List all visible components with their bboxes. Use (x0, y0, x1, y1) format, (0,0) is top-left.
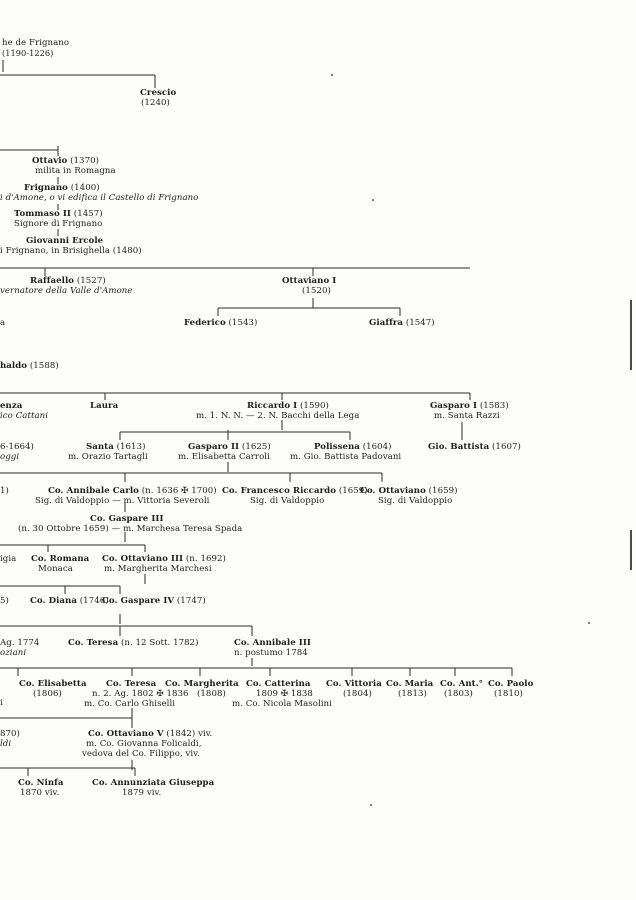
person-ottaviano-iii-date: (n. 1692) (185, 554, 226, 564)
left-fragment-i: i (0, 698, 3, 708)
person-gasparo-i-date: (1583) (479, 401, 509, 411)
person-teresa-1782-date: (n. 12 Sott. 1782) (120, 638, 199, 648)
person-polissena (314, 442, 392, 452)
person-polissena-name: Polissena (314, 442, 360, 452)
person-ottaviano (360, 486, 458, 496)
person-frignano-name: Frignano (24, 183, 68, 193)
person-teresa-note: m. Co. Carlo Ghiselli (84, 699, 176, 709)
person-annibale-carlo-date: (n. 1636 ✠ 1700) (141, 486, 217, 496)
scan-speck (372, 199, 374, 201)
person-ottaviano-i-date: (1520) (302, 286, 331, 296)
person-tommaso-note: Signore di Frignano (14, 219, 103, 229)
person-ubaldo-date: (1588) (29, 361, 59, 371)
person-ottavio-note: milita in Romagna (35, 166, 116, 176)
person-gasparo-i (430, 401, 509, 411)
person-polissena-note: m. Gio. Battista Padovani (290, 452, 402, 462)
person-lenza-note: ico Cattani (0, 411, 49, 421)
person-ottaviano-v (88, 729, 212, 739)
person-catterina-date: 1809 ✠ 1838 (256, 689, 313, 699)
person-ubaldo-name: haldo (0, 361, 28, 371)
person-raffaello (30, 276, 106, 286)
person-gasparo-i-name: Gasparo I (430, 401, 478, 411)
person-gasparo-ii-date: (1625) (241, 442, 271, 452)
person-teresa-date: n. 2. Ag. 1802 ✠ 1836 (92, 689, 189, 699)
person-ottavio-name: Ottavio (32, 156, 68, 166)
person-romana-note: Monaca (38, 564, 73, 574)
person-francesco-riccardo (222, 486, 368, 496)
person-riccardo-i-name: Riccardo I (247, 401, 298, 411)
person-gaspare-iv (102, 596, 206, 606)
person-gaspare-iv-name: Co. Gaspare IV (102, 596, 175, 606)
person-giaffra-name: Giaffra (369, 318, 404, 328)
person-ubaldo (0, 361, 59, 371)
person-annibale-carlo (48, 486, 217, 496)
person-santa (86, 442, 146, 452)
person-gasparo-i-note: m. Santa Razzi (434, 411, 500, 421)
person-ninfa: Co. Ninfa (18, 778, 64, 788)
left-fragment-ldi: ldi (0, 739, 12, 749)
person-catterina-note: m. Co. Nicola Masolini (232, 699, 332, 709)
person-crescio: Crescio (140, 88, 177, 98)
person-ottaviano-iii (102, 554, 226, 564)
person-ottaviano-v-note2: vedova del Co. Filippo, viv. (82, 749, 200, 759)
person-laura: Laura (90, 401, 119, 411)
person-elisabetta: Co. Elisabetta (19, 679, 87, 689)
left-fragment-ag-1774: Ag. 1774 (0, 638, 40, 648)
person-raffaello-name: Raffaello (30, 276, 75, 286)
person-riccardo-i-note: m. 1. N. N. — 2. N. Bacchi della Lega (196, 411, 360, 421)
person-annibale-carlo-name: Co. Annibale Carlo (48, 486, 139, 496)
person-paolo: Co. Paolo (488, 679, 534, 689)
person-ottaviano-v-name: Co. Ottaviano V (88, 729, 164, 739)
person-lenza: enza (0, 401, 23, 411)
person-maria-date: (1813) (398, 689, 427, 699)
person-gasparo-ii (188, 442, 271, 452)
person-raffaello-note: vernatore della Valle d'Amone (0, 286, 133, 296)
person-annibale-iii: Co. Annibale III (234, 638, 311, 648)
person-ottaviano-i: Ottaviano I (282, 276, 337, 286)
header-dates: (1190-1226) (2, 48, 54, 58)
left-fragment-1: 1) (0, 486, 9, 496)
person-raffaello-date: (1527) (76, 276, 106, 286)
person-ottaviano-iii-note: m. Margherita Marchesi (104, 564, 212, 574)
person-federico-name: Federico (184, 318, 226, 328)
person-romana: Co. Romana (31, 554, 90, 564)
person-crescio-date: (1240) (141, 98, 170, 108)
person-gaspare-iii-note: (n. 30 Ottobre 1659) — m. Marchesa Teresa Spada (18, 524, 243, 534)
person-gio-battista (428, 442, 521, 452)
scan-margin-mark-lower (630, 530, 632, 570)
person-gio-battista-date: (1607) (492, 442, 521, 452)
left-fragment-oggi: oggi (0, 452, 20, 462)
person-francesco-riccardo-date: (1659) (338, 486, 368, 496)
person-tommaso-date: (1457) (73, 209, 103, 219)
person-maria: Co. Maria (386, 679, 434, 689)
person-elisabetta-date: (1806) (33, 689, 62, 699)
person-frignano-note: i d'Amone, o vi edifica il Castello di Frignano (0, 193, 199, 203)
person-gaspare-iii: Co. Gaspare III (90, 514, 164, 524)
person-gaspare-iv-date: (1747) (176, 596, 206, 606)
person-vittoria: Co. Vittoria (326, 679, 382, 689)
person-teresa-1782 (68, 638, 199, 648)
scan-margin-mark (630, 300, 632, 370)
person-frignano (24, 183, 100, 193)
person-vittoria-date: (1804) (343, 689, 372, 699)
person-diana-name: Co. Diana (30, 596, 77, 606)
person-federico-date: (1543) (228, 318, 258, 328)
left-fragment-igia: igia (0, 554, 17, 564)
person-ottaviano-v-note1: m. Co. Giovanna Folicaldi, (86, 739, 202, 749)
person-tommaso-name: Tommaso II (14, 209, 71, 219)
person-ninfa-date: 1870 viv. (20, 788, 60, 798)
person-gasparo-ii-name: Gasparo II (188, 442, 240, 452)
person-giaffra-date: (1547) (405, 318, 435, 328)
person-riccardo-i (247, 401, 329, 411)
person-diana (30, 596, 109, 606)
person-annibale-carlo-note: Sig. di Valdoppio — m. Vittoria Severoli (35, 496, 210, 506)
person-teresa: Co. Teresa (106, 679, 157, 689)
person-francesco-riccardo-note: Sig. di Valdoppio (250, 496, 325, 506)
person-margherita: Co. Margherita (165, 679, 239, 689)
person-santa-date: (1613) (116, 442, 146, 452)
person-ottaviano-note: Sig. di Valdoppio (378, 496, 453, 506)
person-diana-date: (1746) (79, 596, 109, 606)
person-annunziata-date: 1879 viv. (122, 788, 162, 798)
scan-speck (331, 74, 333, 76)
person-frignano-date: (1400) (70, 183, 100, 193)
person-francesco-riccardo-name: Co. Francesco Riccardo (222, 486, 337, 496)
person-ottaviano-v-date: (1842) viv. (166, 729, 213, 739)
person-polissena-date: (1604) (362, 442, 392, 452)
person-paolo-date: (1810) (494, 689, 523, 699)
person-margherita-date: (1808) (197, 689, 226, 699)
person-antonio: Co. Ant.° (440, 679, 484, 689)
left-fragment-1664: 6-1664) (0, 442, 34, 452)
person-giaffra (369, 318, 435, 328)
scan-speck (588, 622, 590, 624)
left-fragment-870: 870) (0, 729, 20, 739)
left-fragment-5: 5) (0, 596, 9, 606)
person-riccardo-i-date: (1590) (300, 401, 329, 411)
person-gio-battista-name: Gio. Battista (428, 442, 490, 452)
header-title: he de Frignano (2, 38, 70, 48)
person-ottaviano-date: (1659) (428, 486, 458, 496)
person-giovanni-ercole: Giovanni Ercole (26, 236, 104, 246)
person-annibale-iii-note: n. postumo 1784 (234, 648, 308, 658)
person-santa-name: Santa (86, 442, 114, 452)
person-ottaviano-name: Co. Ottaviano (360, 486, 426, 496)
scan-speck (370, 804, 372, 806)
person-ottavio (32, 156, 99, 166)
person-annunziata-giuseppa: Co. Annunziata Giuseppa (92, 778, 215, 788)
left-fragment-oziani: oziani (0, 648, 27, 658)
person-antonio-date: (1803) (444, 689, 473, 699)
left-fragment-a: a (0, 318, 6, 328)
person-santa-note: m. Orazio Tartagli (68, 452, 148, 462)
person-ottavio-date: (1370) (70, 156, 100, 166)
person-catterina: Co. Catterina (246, 679, 311, 689)
person-giovanni-note: i Frignano, in Brisighella (1480) (0, 246, 142, 256)
person-federico (184, 318, 257, 328)
person-gasparo-ii-note: m. Elisabetta Carroli (178, 452, 270, 462)
person-teresa-1782-name: Co. Teresa (68, 638, 119, 648)
person-ottaviano-iii-name: Co. Ottaviano III (102, 554, 184, 564)
person-tommaso (14, 209, 103, 219)
